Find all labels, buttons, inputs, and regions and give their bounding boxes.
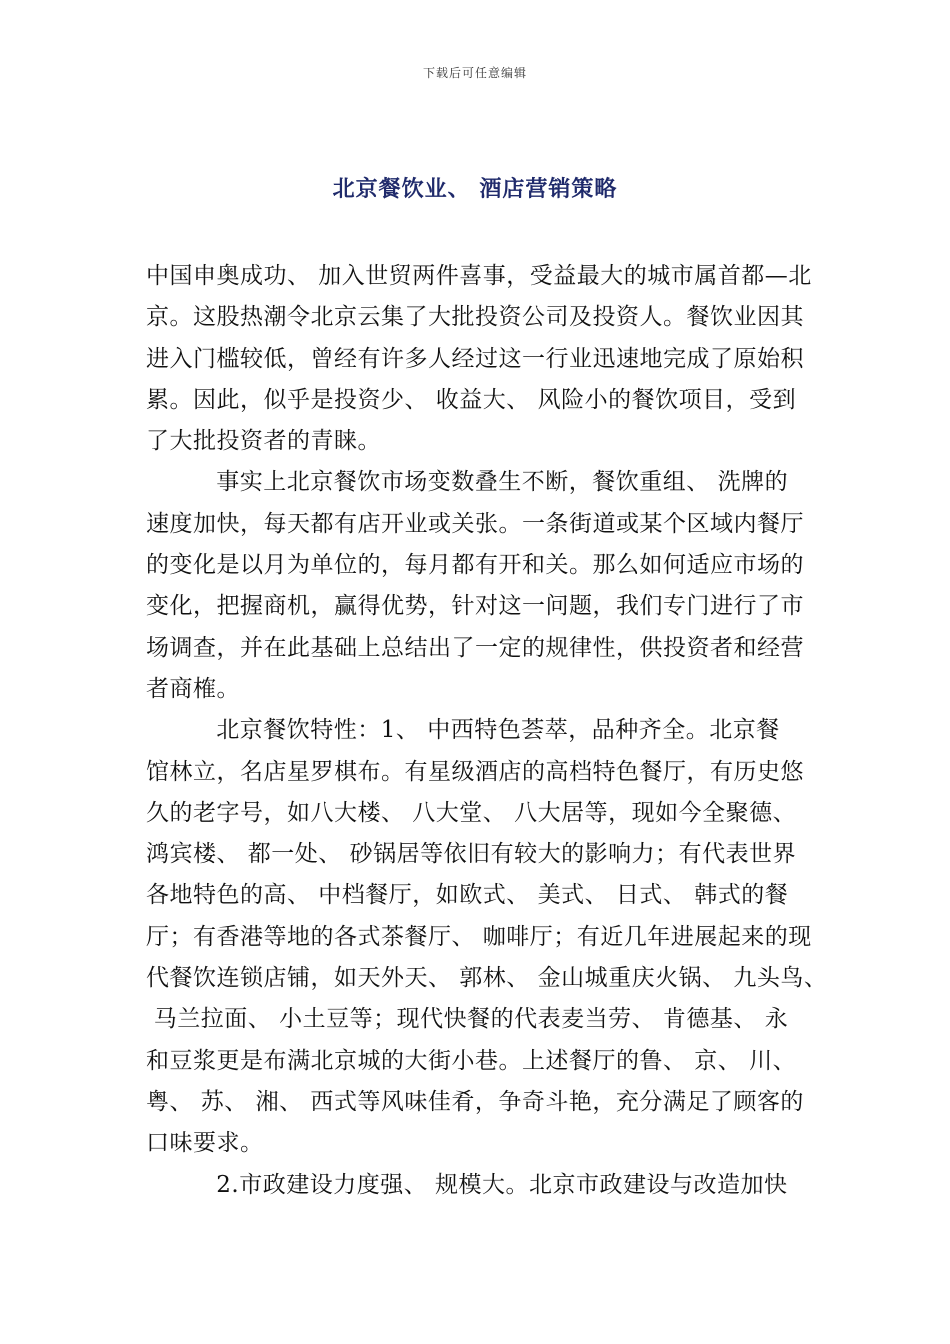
body-line: 累。因此，似乎是投资少、 收益大、 风险小的餐饮项目，受到 <box>146 386 797 413</box>
body-line: 者商榷。 <box>146 675 240 702</box>
body-line: 口味要求。 <box>146 1130 264 1157</box>
body-line: 场调查，并在此基础上总结出了一定的规律性，供投资者和经营 <box>146 634 804 661</box>
body-line: 中国申奥成功、 加入世贸两件喜事，受益最大的城市属首都—北 <box>146 263 812 289</box>
body-line: 馆林立，名店星罗棋布。有星级酒店的高档特色餐厅，有历史悠 <box>146 758 804 785</box>
body-line: 速度加快，每天都有店开业或关张。一条街道或某个区域内餐厅 <box>146 510 804 537</box>
body-line: 各地特色的高、 中档餐厅，如欧式、 美式、 日式、 韩式的餐 <box>146 882 789 909</box>
body-line: 2.市政建设力度强、 规模大。北京市政建设与改造加快 <box>146 1171 788 1198</box>
body-line: 代餐饮连锁店铺，如天外天、 郭林、 金山城重庆火锅、 九头鸟、 <box>146 965 828 992</box>
document-title: 北京餐饮业、 酒店营销策略 <box>332 176 618 202</box>
body-line: 了大批投资者的青睐。 <box>146 428 381 455</box>
document-body <box>146 256 836 1206</box>
body-line: 久的老字号，如八大楼、 八大堂、 八大居等，现如今全聚德、 <box>146 799 797 826</box>
body-line: 粤、 苏、 湘、 西式等风味佳肴，争奇斗艳，充分满足了顾客的 <box>146 1088 804 1115</box>
body-line: 北京餐饮特性：1、 中西特色荟萃，品种齐全。北京餐 <box>146 717 780 744</box>
body-line: 京。这股热潮令北京云集了大批投资公司及投资人。餐饮业因其 <box>146 304 804 331</box>
body-line: 的变化是以月为单位的，每月都有开和关。那么如何适应市场的 <box>146 552 804 579</box>
body-line: 马兰拉面、 小土豆等；现代快餐的代表麦当劳、 肯德基、 永 <box>146 1006 789 1033</box>
body-line: 进入门槛较低，曾经有许多人经过这一行业迅速地完成了原始积 <box>146 345 804 372</box>
body-line: 和豆浆更是布满北京城的大街小巷。上述餐厅的鲁、 京、 川、 <box>146 1047 797 1074</box>
body-line: 厅；有香港等地的各式茶餐厅、 咖啡厅；有近几年进展起来的现 <box>146 923 812 950</box>
body-line: 事实上北京餐饮市场变数叠生不断，餐饮重组、 洗牌的 <box>146 469 789 496</box>
body-line: 鸿宾楼、 都一处、 砂锅居等依旧有较大的影响力；有代表世界 <box>146 841 797 868</box>
page-header-note: 下载后可任意编辑 <box>422 66 527 80</box>
body-line: 变化，把握商机，赢得优势，针对这一问题，我们专门进行了市 <box>146 593 804 620</box>
